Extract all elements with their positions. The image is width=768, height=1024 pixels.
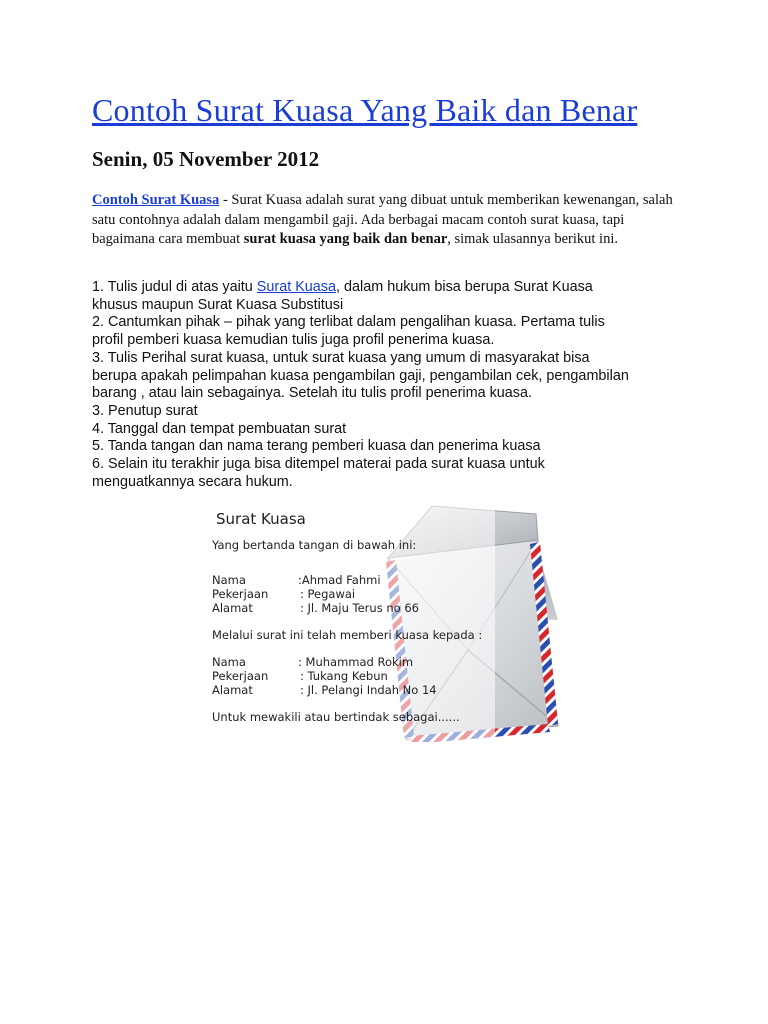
step-3-line-2: berupa apakah pelimpahan kuasa pengambilan gaji, pengambilan cek, pengambilan: [92, 367, 629, 384]
step-5-line: 5. Tanda tangan dan nama terang pemberi kuasa dan penerima kuasa: [92, 438, 541, 455]
step-1-text: 1. Tulis judul di atas yaitu: [92, 279, 257, 295]
article-date: Senin, 05 November 2012: [92, 147, 320, 171]
step-1-line-2: khusus maupun Surat Kuasa Substitusi: [92, 296, 344, 313]
giver-address-label: Alamat: [212, 601, 253, 615]
letter-title: Surat Kuasa: [216, 510, 306, 528]
step-6-line-1: 6. Selain itu terakhir juga bisa ditempel materai pada surat kuasa untuk: [92, 456, 545, 473]
step-3-line-1: 3. Tulis Perihal surat kuasa, untuk surat kuasa yang umum di masyarakat bisa: [92, 349, 590, 366]
envelope-icon: [200, 500, 570, 742]
giver-name-value: :Ahmad Fahmi: [298, 573, 381, 587]
intro-link-contoh-surat-kuasa[interactable]: Contoh Surat Kuasa: [92, 192, 220, 208]
receiver-address-value: : Jl. Pelangi Indah No 14: [300, 683, 437, 697]
receiver-address-label: Alamat: [212, 683, 253, 697]
giver-name-label: Nama: [212, 573, 246, 587]
giver-job-value: : Pegawai: [300, 587, 356, 601]
intro-text-2: , simak ulasannya berikut ini.: [447, 231, 618, 247]
step-4-line: 4. Tanggal dan tempat pembuatan surat: [92, 420, 347, 437]
surat-kuasa-illustration: [200, 500, 570, 742]
intro-text-1: - Surat Kuasa adalah surat yang dibuat untuk memberikan kewenangan, salah satu contohnya adalah dalam mengambil gaji. Ada berbagai macam contoh surat kuasa, tapi bagaimana cara membuat: [92, 192, 673, 247]
letter-closing: Untuk mewakili atau bertindak sebagai......: [212, 710, 460, 724]
intro-bold: surat kuasa yang baik dan benar: [243, 231, 448, 247]
step-2-line-1: 2. Cantumkan pihak – pihak yang terlibat dalam pengalihan kuasa. Pertama tulis: [92, 314, 605, 331]
step-1-line-1: [92, 279, 692, 297]
receiver-job-value: : Tukang Kebun: [300, 669, 388, 683]
receiver-name-value: : Muhammad Rokim: [298, 655, 414, 669]
step-6-line-2: menguatkannya secara hukum.: [92, 473, 293, 490]
intro-paragraph: [92, 191, 682, 250]
letter-opening: Yang bertanda tangan di bawah ini:: [212, 538, 417, 552]
giver-job-label: Pekerjaan: [212, 587, 269, 601]
receiver-job-label: Pekerjaan: [212, 669, 269, 683]
article-title[interactable]: Contoh Surat Kuasa Yang Baik dan Benar: [92, 92, 638, 128]
step-2-line-2: profil pemberi kuasa kemudian tulis juga profil penerima kuasa.: [92, 332, 495, 349]
steps-list: [92, 279, 692, 491]
letter-transfer: Melalui surat ini telah memberi kuasa kepada :: [212, 628, 483, 642]
giver-address-value: : Jl. Maju Terus no 66: [300, 601, 419, 615]
step-3-line-3: barang , atau lain sebagainya. Setelah itu tulis profil penerima kuasa.: [92, 385, 532, 402]
step-3b-line: 3. Penutup surat: [92, 402, 198, 419]
step-1-text-after: , dalam hukum bisa berupa Surat Kuasa: [336, 279, 593, 295]
receiver-name-label: Nama: [212, 655, 246, 669]
step-1-link-surat-kuasa[interactable]: Surat Kuasa: [256, 279, 336, 295]
